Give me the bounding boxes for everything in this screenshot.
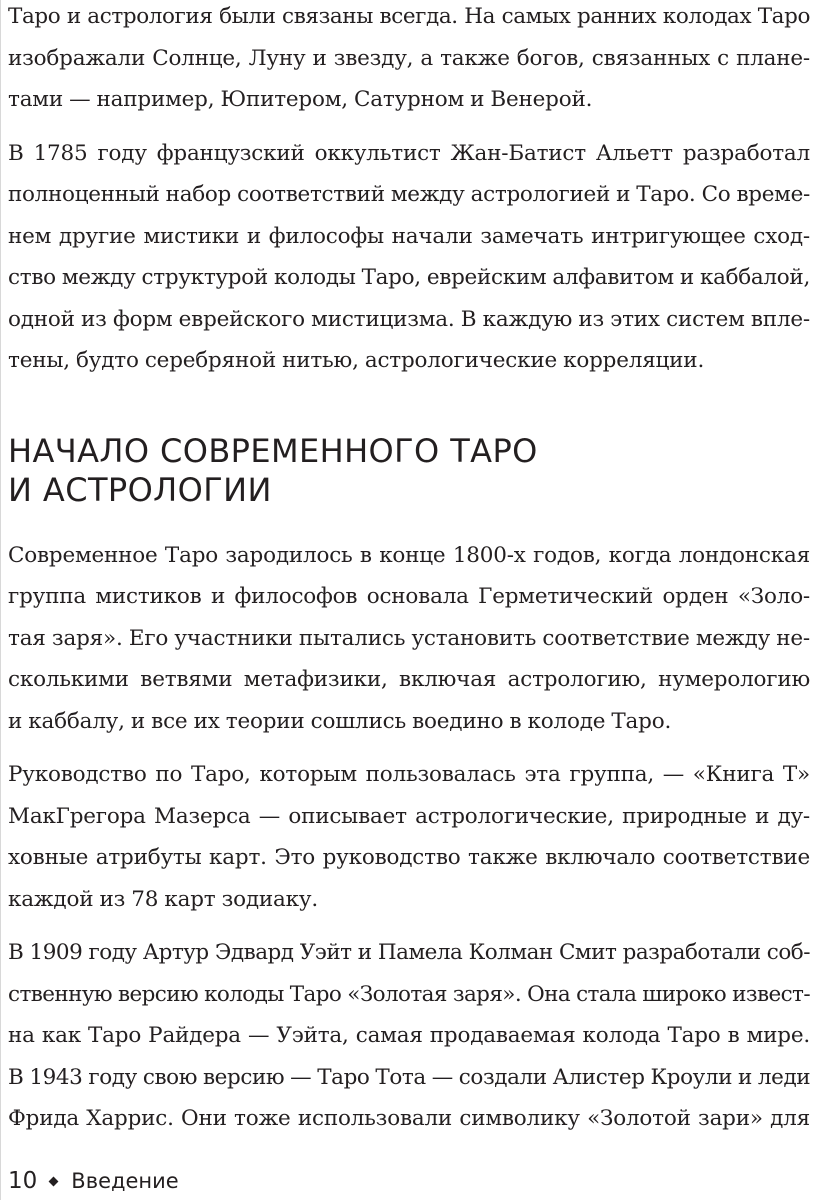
text-line: группа мистиков и философов основала Герметический орден «Золо- (8, 584, 810, 609)
text-line: на как Таро Райдера — Уэйта, самая продаваемая колода Таро в мире. (8, 1023, 810, 1048)
text-line: одной из форм еврейского мистицизма. В каждую из этих систем впле- (8, 306, 810, 332)
heading-line: И АСТРОЛОГИИ (8, 470, 272, 509)
bullet-icon (49, 1176, 59, 1186)
text-line: МакГрегора Мазерса — описывает астрологические, природные и ду- (8, 803, 810, 829)
paragraph-3 (8, 535, 810, 743)
text-line: Современное Таро зародилось в конце 1800-х годов, когда лондонская (8, 542, 810, 568)
running-section-title: Введение (71, 1169, 179, 1193)
text-line: тами — например, Юпитером, Сатурном и Венерой. (8, 87, 593, 112)
page-content (8, 0, 810, 1152)
text-line: В 1943 году свою версию — Таро Тота — создали Алистер Кроули и леди (8, 1064, 811, 1090)
text-line: изображали Солнце, Луну и звезду, а также богов, связанных с плане- (8, 45, 810, 71)
text-line: каждой из 78 карт зодиаку. (8, 886, 318, 912)
text-line: ховные атрибуты карт. Это руководство также включало соответствие (8, 845, 810, 870)
text-line: сколькими ветвями метафизики, включая астрологию, нумерологию (8, 667, 810, 692)
text-line: В 1785 году французский оккультист Жан-Батист Альетт разработал (8, 140, 810, 166)
text-line: полноценный набор соответствий между астрологией и Таро. Со време- (8, 182, 810, 207)
text-line: нем другие мистики и философы начали замечать интригующее сход- (8, 223, 810, 249)
paragraph-1 (8, 0, 810, 121)
text-line: и каббалу, и все их теории сошлись воедино в колоде Таро. (8, 708, 672, 734)
text-line: Руководство по Таро, которым пользовалась эта группа, — «Книга Т» (8, 762, 810, 787)
page-number: 10 (8, 1168, 38, 1194)
text-line: Таро и астрология были связаны всегда. На самых ранних колодах Таро (8, 4, 810, 29)
paragraph-5 (8, 932, 810, 1140)
text-line: В 1909 году Артур Эдвард Уэйт и Памела Колман Смит разработали соб- (8, 940, 810, 965)
text-line: тая заря». Его участники пытались установить соответствие между не- (8, 625, 810, 651)
paragraph-2 (8, 133, 810, 382)
section-heading (8, 432, 810, 510)
text-line: ство между структурой колоды Таро, еврейским алфавитом и каббалой, (8, 265, 810, 290)
text-line: тены, будто серебряной нитью, астрологические корреляции. (8, 348, 705, 373)
heading-line: НАЧАЛО СОВРЕМЕННОГО ТАРО (8, 431, 538, 470)
text-line: Фрида Харрис. Они тоже использовали символику «Золотой зари» для (8, 1106, 810, 1131)
paragraph-4 (8, 754, 810, 920)
page-footer (8, 1165, 179, 1197)
text-line: ственную версию колоды Таро «Золотая заря». Она стала широко извест- (8, 981, 810, 1007)
